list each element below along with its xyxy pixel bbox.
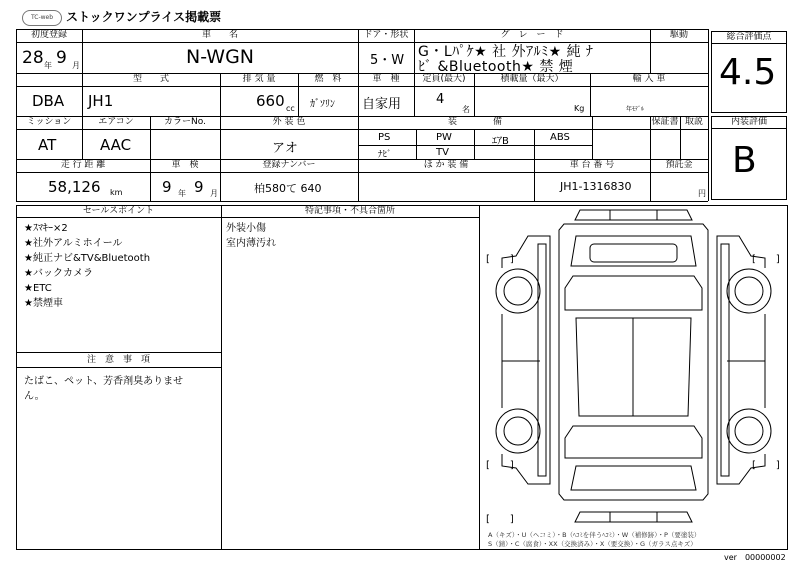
sales-point-item: ★ｽﾏｷｰ×2 [24, 223, 68, 234]
note-item: 室内薄汚れ [226, 238, 276, 249]
label-exterior-color: 外 装 色 [272, 117, 306, 127]
bracket-left-top: [ ] [486, 254, 514, 265]
interior-score-value: B [732, 140, 757, 181]
label-inspection: 車 検 [171, 160, 199, 170]
equipment-pw: PW [436, 132, 452, 143]
fuel-value: ｶﾞｿﾘﾝ [310, 99, 335, 110]
sales-point-item: ★純正ナビ&TV&Bluetooth [24, 253, 151, 264]
displacement-value: 660 [256, 92, 285, 110]
bracket-bottom-left: [ ] [486, 514, 514, 525]
label-interior-score: 内装評価 [730, 117, 767, 127]
label-displacement: 排 気 量 [242, 74, 276, 84]
year-unit: 年 [44, 61, 52, 70]
label-chassis-no: 車 台 番 号 [569, 160, 615, 170]
equipment-tv: TV [436, 147, 449, 158]
bracket-left-bottom: [ ] [486, 460, 514, 471]
label-capacity: 定員(最大) [422, 74, 466, 84]
label-total-score: 総合評価点 [726, 32, 772, 42]
label-estimate: 預託金 [665, 160, 693, 170]
inspection-month-unit: 月 [210, 189, 218, 198]
month-unit: 月 [72, 61, 80, 70]
capacity-value: 4 [436, 92, 445, 107]
label-aircon: エアコン [98, 117, 134, 127]
chassis-no-value: JH1-1316830 [560, 180, 632, 193]
mileage-value: 58,126 [48, 178, 101, 196]
aircon-value: AAC [100, 136, 132, 154]
inspection-month: 9 [194, 178, 204, 196]
equipment-ps: PS [378, 132, 391, 143]
page-title: ストックワンプライス掲載票 [66, 10, 222, 24]
label-category: 車 種 [372, 74, 400, 84]
label-mileage: 走 行 距 離 [60, 160, 106, 170]
equipment-abs: ABS [550, 132, 570, 143]
mileage-unit: km [110, 188, 123, 197]
label-door: ドア・形状 [363, 30, 409, 40]
notes-list [226, 221, 276, 251]
sales-point-item: ★禁煙車 [24, 298, 63, 309]
sales-point-item: ★バックカメラ [24, 268, 93, 279]
legend-line1: A（キズ）・U（ヘコミ）・B（ﾍｺﾐを伴うﾍｺﾐ）・W（補修跡）・P（要塗装） [488, 531, 701, 539]
label-color-no: カラーNo. [164, 117, 206, 127]
capacity-unit: 名 [462, 105, 470, 114]
label-plate: 登録ナンバー [262, 160, 316, 170]
car-damage-diagram-icon [480, 206, 787, 526]
load-unit: Kg [574, 104, 585, 113]
car-name-value: N-WGN [186, 46, 255, 68]
label-mission: ミッション [26, 117, 72, 127]
sales-point-item: ★社外アルミホイール [24, 238, 123, 249]
label-manual: 取説 [684, 117, 703, 127]
first-reg-year: 28 [22, 48, 44, 68]
label-grade: グ レ ー ド [500, 30, 564, 40]
first-reg-month: 9 [56, 48, 67, 68]
equipment-airbag: ｴｱB [492, 136, 509, 147]
note-item: 外装小傷 [226, 223, 266, 234]
displacement-unit: cc [286, 104, 295, 113]
label-other-equipment: ほ か 装 備 [423, 160, 469, 170]
label-sales-points: セールスポイント [82, 206, 155, 216]
company-logo: TC-web [22, 10, 62, 26]
total-score-value: 4.5 [719, 52, 777, 93]
exterior-color-value: アオ [272, 141, 298, 156]
inspection-year: 9 [162, 178, 172, 196]
label-import: 輸 入 車 [632, 74, 666, 84]
label-warranty: 保証書 [651, 117, 679, 127]
bracket-right-top: [ ] [752, 254, 780, 265]
mission-value: AT [38, 136, 57, 154]
bracket-right-bottom: [ ] [752, 460, 780, 471]
model-value: JH1 [88, 92, 114, 110]
label-caution: 注 意 事 項 [86, 355, 150, 365]
equipment-navi: ﾅﾋﾞ [378, 150, 392, 160]
caution-text [24, 374, 183, 404]
label-equipment: 装 備 [447, 117, 502, 127]
category-value: 自家用 [362, 97, 402, 112]
label-first-registration: 初度登録 [30, 30, 67, 40]
label-drive: 駆動 [669, 30, 688, 40]
caution-line: ん。 [24, 391, 45, 402]
plate-value: 柏580て 640 [254, 182, 322, 195]
label-load: 積載量（最大） [500, 74, 564, 84]
label-model: 型 式 [132, 74, 169, 84]
label-car-name: 車 名 [201, 30, 238, 40]
legend-line2: S（錆）・C（腐食）・XX（交換済み）・X（要交換）・G（ガラス点キズ） [488, 540, 697, 548]
label-fuel: 燃 料 [314, 74, 342, 84]
estimate-unit: 円 [698, 189, 706, 198]
sales-points-list [24, 221, 150, 311]
sales-point-item: ★ETC [24, 283, 52, 294]
label-notes: 特記事項・不具合箇所 [304, 206, 395, 216]
grade-line2: ﾋﾞ &Bluetooth★ 禁 煙 [418, 59, 574, 75]
model-prefix-value: DBA [32, 92, 65, 110]
door-value: 5・W [370, 53, 405, 68]
caution-line: たばこ、ペット、芳香剤臭ありませ [24, 376, 184, 387]
import-unit: 年ﾓﾃﾞﾙ [626, 106, 645, 113]
inspection-year-unit: 年 [178, 189, 186, 198]
grade-line1: G・Lﾊﾟｹ★ 社 外ｱﾙﾐ★ 純 ﾅ [418, 44, 594, 60]
version-text: ver 00000002 [724, 553, 786, 562]
